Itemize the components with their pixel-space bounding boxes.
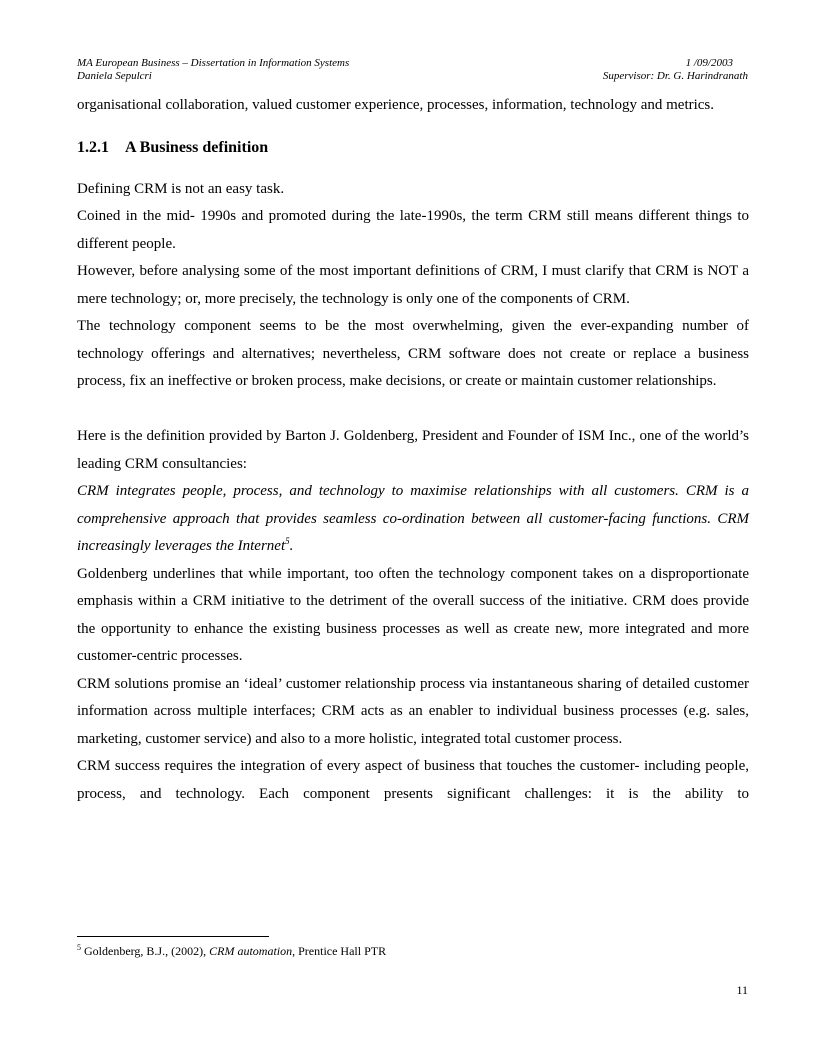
- main-text: [77, 92, 749, 808]
- paragraph-7: CRM solutions promise an ‘ideal’ customer relationship process via instantaneous sharing of detailed customer information across multiple interfaces; CRM acts as an enabler to individual business processes (e.g. sales, marketing, customer service) and also to a more holistic, integrated total customer process.: [77, 675, 749, 747]
- paragraph-3: However, before analysing some of the most important definitions of CRM, I must clarify that CRM is NOT a mere technology; or, more precisely, the technology is only one of the components of CRM.: [77, 263, 749, 307]
- header-date: 1 /09/2003: [685, 57, 733, 69]
- paragraph-1: Defining CRM is not an easy task.: [77, 180, 285, 197]
- paragraph-2: Coined in the mid- 1990s and promoted during the late-1990s, the term CRM still means different things to different people.: [77, 208, 749, 252]
- header-supervisor: Supervisor: Dr. G. Harindranath: [602, 70, 748, 82]
- footnote: [77, 944, 386, 959]
- quote-text: CRM integrates people, process, and technology to maximise relationships with all customers. CRM is a comprehensive approach that provides seamless co-ordination between all customer-facing functions. CRM increasingly leverages the Internet: [77, 483, 749, 554]
- section-heading: [77, 120, 749, 176]
- header-title: MA European Business – Dissertation in Information Systems: [77, 57, 350, 69]
- footnote-text-before: Goldenberg, B.J., (2002),: [81, 944, 210, 958]
- footnote-title: CRM automation: [209, 944, 293, 958]
- section-number: 1.2.1: [77, 138, 109, 156]
- footnote-divider: [77, 936, 269, 937]
- header-author: Daniela Sepulcri: [77, 70, 152, 82]
- footnote-number: 5: [77, 943, 81, 952]
- paragraph-6: Goldenberg underlines that while important, too often the technology component takes on a disproportionate emphasis within a CRM initiative to the detriment of the overall success of the initiative. CRM does provide the opportunity to enhance the existing business processes as well as create new, more integrated and more customer-centric processes.: [77, 565, 749, 664]
- quote-end: .: [289, 538, 294, 554]
- page-number: 11: [736, 983, 748, 997]
- paragraph-5: Here is the definition provided by Barton J. Goldenberg, President and Founder of ISM Inc., one of the world’s leading CRM consultancies:: [77, 428, 749, 472]
- goldenberg-quote: [77, 478, 749, 561]
- footnote-reference[interactable]: 5: [285, 536, 290, 546]
- intro-paragraph: organisational collaboration, valued customer experience, processes, information, technology and metrics.: [77, 97, 715, 113]
- paragraph-4: The technology component seems to be the most overwhelming, given the ever-expanding number of technology offerings and alternatives; nevertheless, CRM software does not create or replace a business process, fix an ineffective or broken process, make decisions, or create or maintain customer relationships.: [77, 318, 749, 389]
- footnote-text-after: , Prentice Hall PTR: [292, 944, 387, 958]
- page-header: [77, 57, 748, 83]
- section-title: A Business definition: [125, 138, 269, 156]
- paragraph-8: CRM success requires the integration of every aspect of business that touches the customer- including people, process, and technology. Each component presents significant challenges: it is the ability to: [77, 758, 749, 802]
